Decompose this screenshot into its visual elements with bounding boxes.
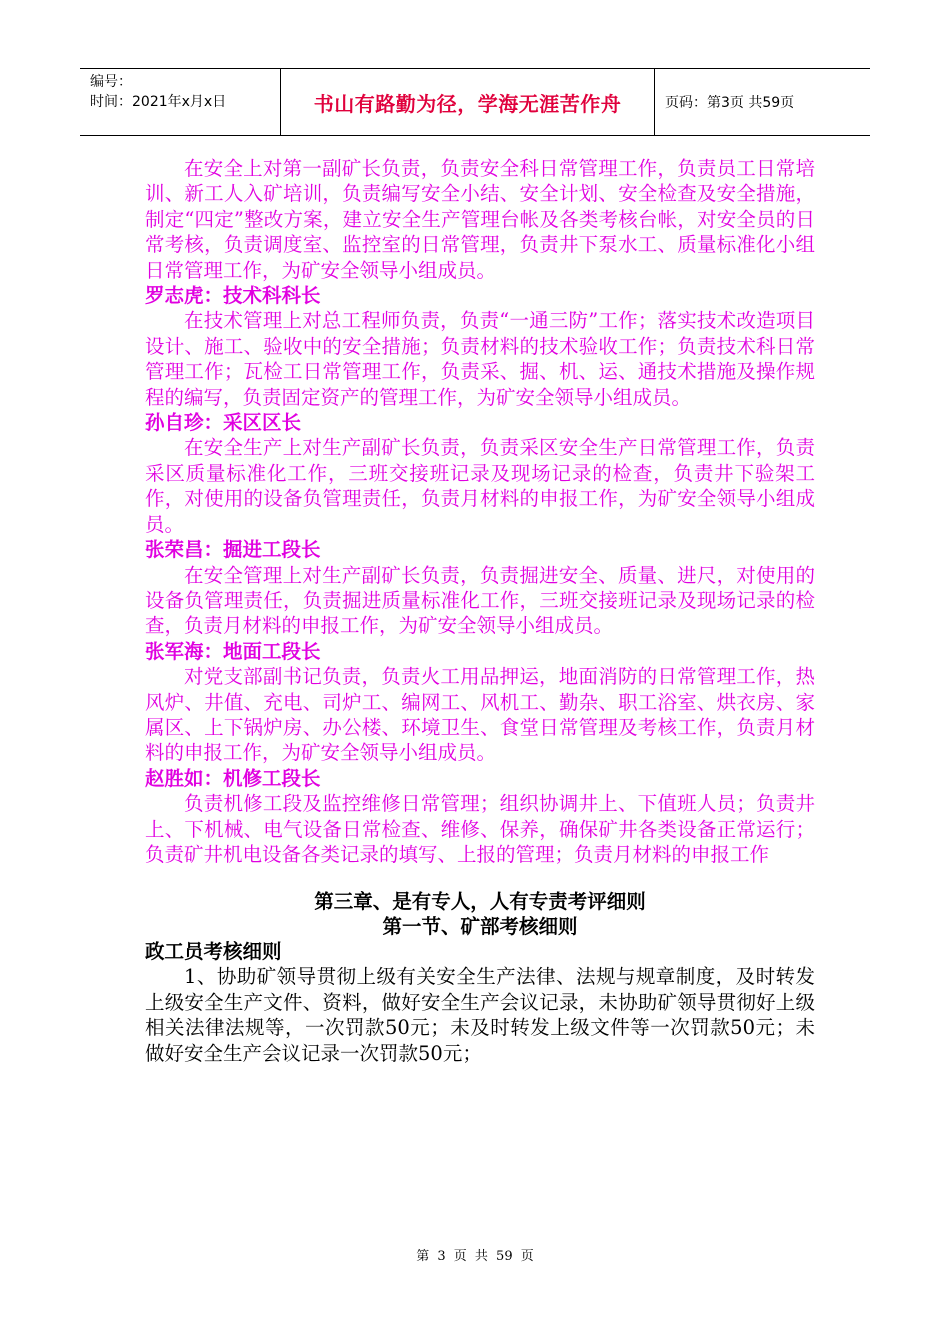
chapter-title: 第三章、是有专人，人有专责考评细则 [314, 890, 646, 914]
header-motto: 书山有路勤为径，学海无涯苦作舟 [281, 69, 655, 135]
number-label: 编号： [90, 74, 132, 90]
role-description: 在安全生产上对生产副矿长负责，负责采区安全生产日常管理工作，负责采区质量标准化工作，三班交接班记录及现场记录的检查，负责井下验架工作，对使用的设备负管理责任，负责月材料的申报工作，为矿安全领导小组成员。 [145, 436, 815, 536]
role-title: 张军海：地面工段长 [145, 639, 321, 663]
role-title: 罗志虎：技术科科长 [145, 284, 321, 308]
paragraph: 在安全上对第一副矿长负责，负责安全科日常管理工作，负责员工日常培训、新工人入矿培训，负责编写安全小结、安全计划、安全检查及安全措施，制定“四定”整改方案，建立安全生产管理台帐及各类考核台帐，对安全员的日常考核，负责调度室、监控室的日常管理，负责井下泵水工、质量标准化小组日常管理工作，为矿安全领导小组成员。 [145, 157, 815, 282]
role-description: 负责机修工段及监控维修日常管理；组织协调井上、下值班人员；负责井上、下机械、电气设备日常检查、维修、保养，确保矿井各类设备正常运行；负责矿井机电设备各类记录的填写、上报的管理；负责月材料的申报工作 [145, 792, 815, 866]
header-page-label: 页码：第3页 共59页 [665, 95, 795, 111]
role-title: 赵胜如：机修工段长 [145, 766, 321, 790]
role-description: 在技术管理上对总工程师负责，负责“一通三防”工作；落实技术改造项目设计、施工、验收中的安全措施；负责材料的技术验收工作；负责技术科日常管理工作；瓦检工日常管理工作，负责采、掘、机、运、通技术措施及操作规程的编写，负责固定资产的管理工作，为矿安全领导小组成员。 [145, 309, 815, 409]
subsection-title: 政工员考核细则 [145, 940, 282, 964]
role-description: 在安全管理上对生产副矿长负责，负责掘进安全、质量、进尺，对使用的设备负管理责任，负责掘进质量标准化工作，三班交接班记录及现场记录的检查，负责月材料的申报工作，为矿安全领导小组成员。 [145, 563, 815, 638]
role-title: 张荣昌：掘进工段长 [145, 538, 321, 562]
section-title: 第一节、矿部考核细则 [382, 915, 578, 939]
role-description: 对党支部副书记负责，负责火工用品押运，地面消防的日常管理工作，热风炉、井值、充电、司炉工、编网工、风机工、勤杂、职工浴室、烘衣房、家属区、上下锅炉房、办公楼、环境卫生、食堂日常管理及考核工作，负责月材料的申报工作，为矿安全领导小组成员。 [145, 665, 815, 765]
time-label: 时间：2021年x月x日 [90, 94, 227, 110]
header-left-cell [80, 69, 281, 135]
page-footer: 第 3 页 共 59 页 [416, 1249, 534, 1264]
rule-paragraph: 1、协助矿领导贯彻上级有关安全生产法律、法规与规章制度，及时转发上级安全生产文件、资料，做好安全生产会议记录，未协助矿领导贯彻好上级相关法律法规等，一次罚款50元；未及时转发上级文件等一次罚款50元；未做好安全生产会议记录一次罚款50元； [145, 965, 815, 1065]
role-title: 孙自珍：采区区长 [145, 411, 302, 435]
page-header [80, 68, 870, 136]
document-body [145, 156, 815, 1066]
